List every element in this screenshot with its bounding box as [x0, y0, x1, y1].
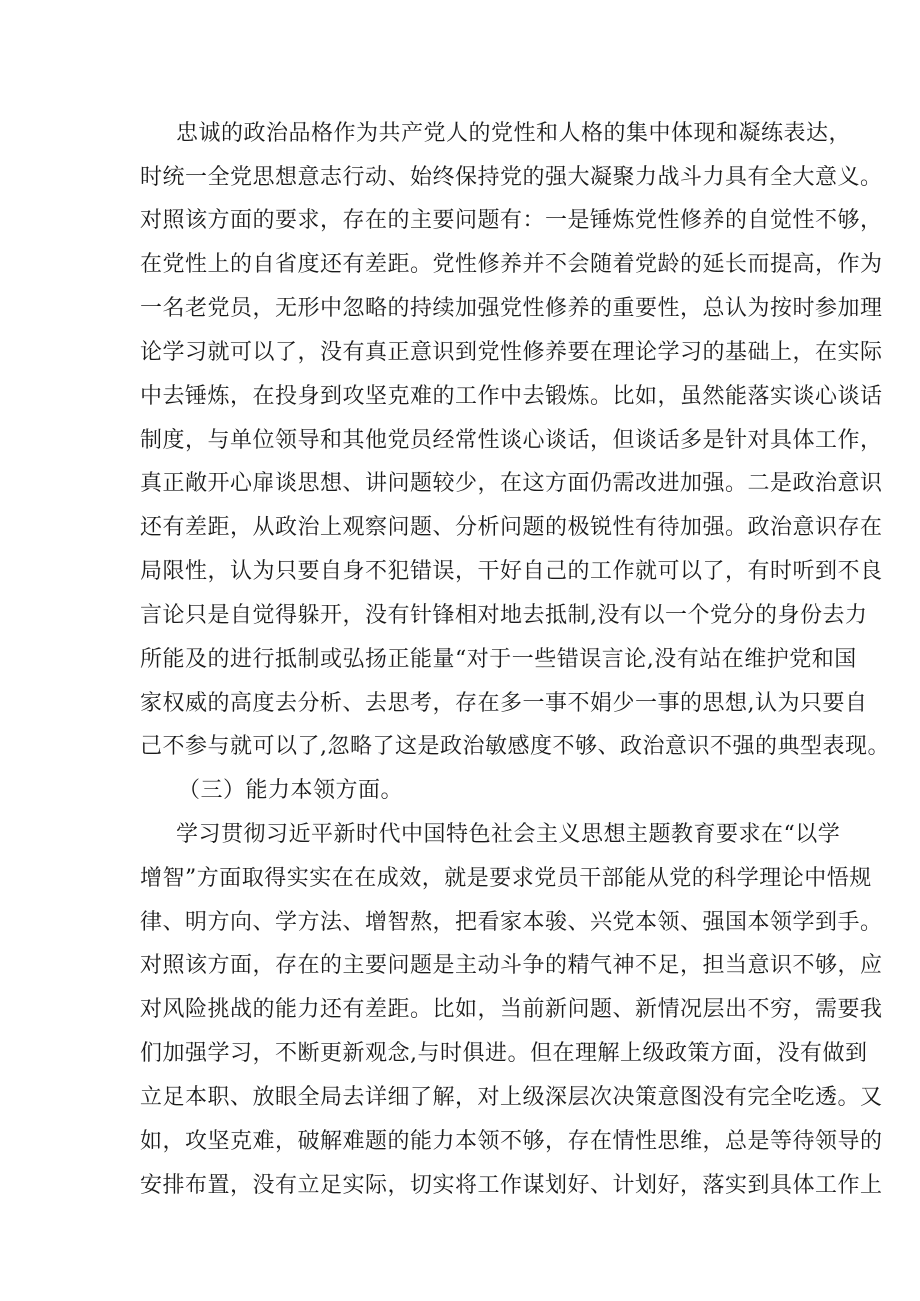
paragraph-1-line-12: 言论只是自觉得躲开，没有针锋相对地去抵制,没有以一个党分的身份去力 [140, 603, 868, 628]
paragraph-2-line-2: 增智”方面取得实实在在成效，就是要求党员干部能从党的科学理论中悟规 [140, 866, 872, 891]
paragraph-1-line-1: 忠诚的政治品格作为共产党人的党性和人格的集中体现和凝练表达， [176, 121, 852, 146]
paragraph-2-line-3: 律、明方向、学方法、增智熬，把看家本骏、兴党本领、强国本领学到手。 [140, 910, 883, 935]
paragraph-1-line-5: 一名老党员，无形中忽略的持续加强党性修养的重要性，总认为按时参加理 [140, 296, 883, 321]
paragraph-1-line-2: 时统一全党思想意志行动、始终保持党的强大凝聚力战斗力具有全大意义。 [140, 165, 883, 190]
paragraph-2-line-1: 学习贯彻习近平新时代中国特色社会主义思想主题教育要求在“以学 [176, 822, 841, 847]
section-heading: （三）能力本领方面。 [178, 778, 404, 803]
paragraph-1-line-15: 己不参与就可以了,忽略了这是政治敏感度不够、政治意识不强的典型表现。 [140, 734, 890, 759]
paragraph-1-line-9: 真正敞开心扉谈思想、讲问题较少，在这方面仍需改进加强。二是政治意识 [140, 471, 883, 496]
paragraph-2-line-8: 如，攻坚克难，破解难题的能力本领不够，存在情性思维，总是等待领导的 [140, 1129, 883, 1154]
paragraph-2-line-7: 立足本职、放眼全局去详细了解，对上级深层次决策意图没有完全吃透。又 [140, 1085, 883, 1110]
paragraph-1-line-11: 局限性，认为只要自身不犯错误，干好自己的工作就可以了，有时听到不良 [140, 559, 883, 584]
paragraph-2-line-5: 对风险挑战的能力还有差距。比如，当前新问题、新情况层出不穷，需要我 [140, 997, 883, 1022]
paragraph-1-line-4: 在党性上的自省度还有差距。党性修养并不会随着党龄的延长而提高，作为 [140, 252, 883, 277]
paragraph-1-line-6: 论学习就可以了，没有真正意识到党性修养要在理论学习的基础上，在实际 [140, 340, 883, 365]
paragraph-2-line-9: 安排布置，没有立足实际，切实将工作谋划好、计划好，落实到具体工作上 [140, 1173, 883, 1198]
paragraph-1-line-10: 还有差距，从政治上观察问题、分析问题的极锐性有待加强。政治意识存在 [140, 515, 883, 540]
paragraph-1-line-14: 家权威的高度去分析、去思考，存在多一事不娟少一事的思想,认为只要自 [140, 691, 868, 716]
paragraph-1-line-3: 对照该方面的要求，存在的主要问题有：一是锤炼党性修养的自觉性不够， [140, 208, 883, 233]
paragraph-1-line-8: 制度，与单位领导和其他党员经常性谈心谈话，但谈话多是针对具体工作， [140, 428, 883, 453]
paragraph-1-line-7: 中去锤炼，在投身到攻坚克难的工作中去锻炼。比如，虽然能落实谈心谈话 [140, 384, 883, 409]
paragraph-2-line-4: 对照该方面，存在的主要问题是主动斗争的精气神不足，担当意识不够，应 [140, 953, 883, 978]
paragraph-1-line-13: 所能及的进行抵制或弘扬正能量“对于一些错误言论,没有站在维护党和国 [140, 647, 857, 672]
paragraph-2-line-6: 们加强学习，不断更新观念,与时俱进。但在理解上级政策方面，没有做到 [140, 1041, 868, 1066]
